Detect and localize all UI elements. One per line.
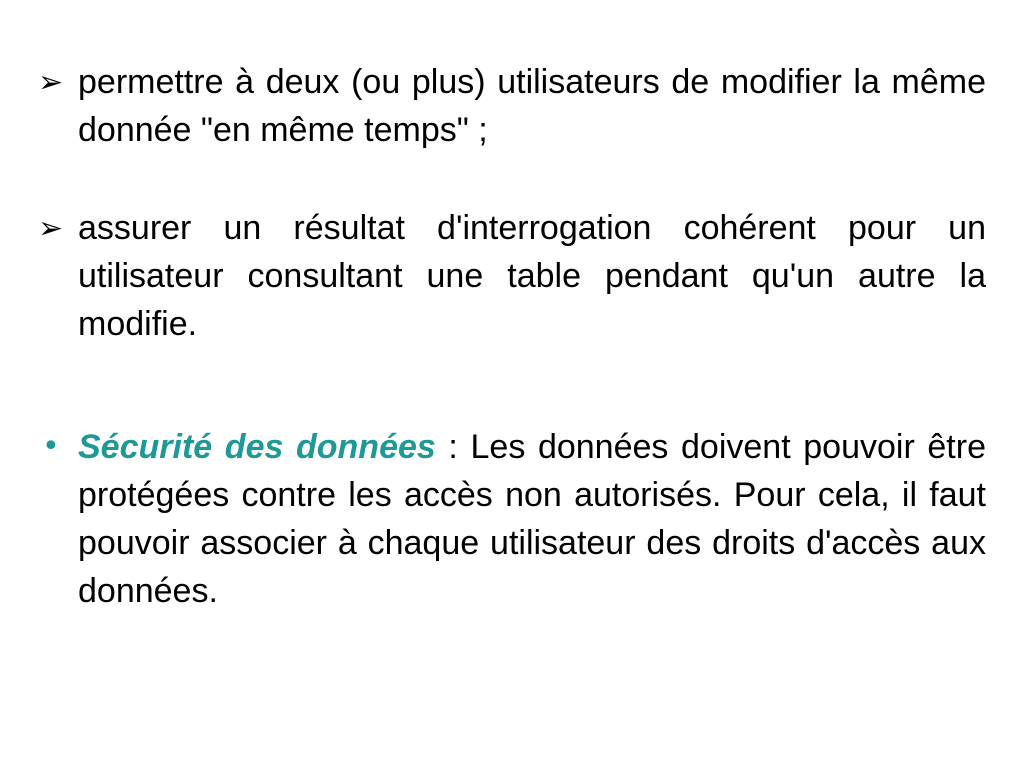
- arrowhead-bullet-icon: ➢: [38, 65, 64, 100]
- bullet-item-coherent-result: [38, 204, 986, 348]
- arrowhead-bullet-icon: ➢: [38, 211, 64, 246]
- bullet-text: : Les données doivent pouvoir être protégées contre les accès non autorisés. Pour cela, il faut pouvoir associer à chaque utilisateur des droits d'accès aux données.: [78, 428, 986, 610]
- bullet-text-block: [78, 423, 986, 615]
- bullet-text: assurer un résultat d'interrogation cohérent pour un utilisateur consultant une table pendant qu'un autre la modifie.: [78, 209, 986, 343]
- bullet-item-data-security: [38, 423, 986, 615]
- round-bullet-icon: •: [42, 429, 60, 464]
- bullet-text: permettre à deux (ou plus) utilisateurs de modifier la même donnée "en même temps" ;: [78, 63, 986, 149]
- bullet-item-concurrent-modification: [38, 58, 986, 154]
- emphasized-term: Sécurité des données: [78, 428, 436, 466]
